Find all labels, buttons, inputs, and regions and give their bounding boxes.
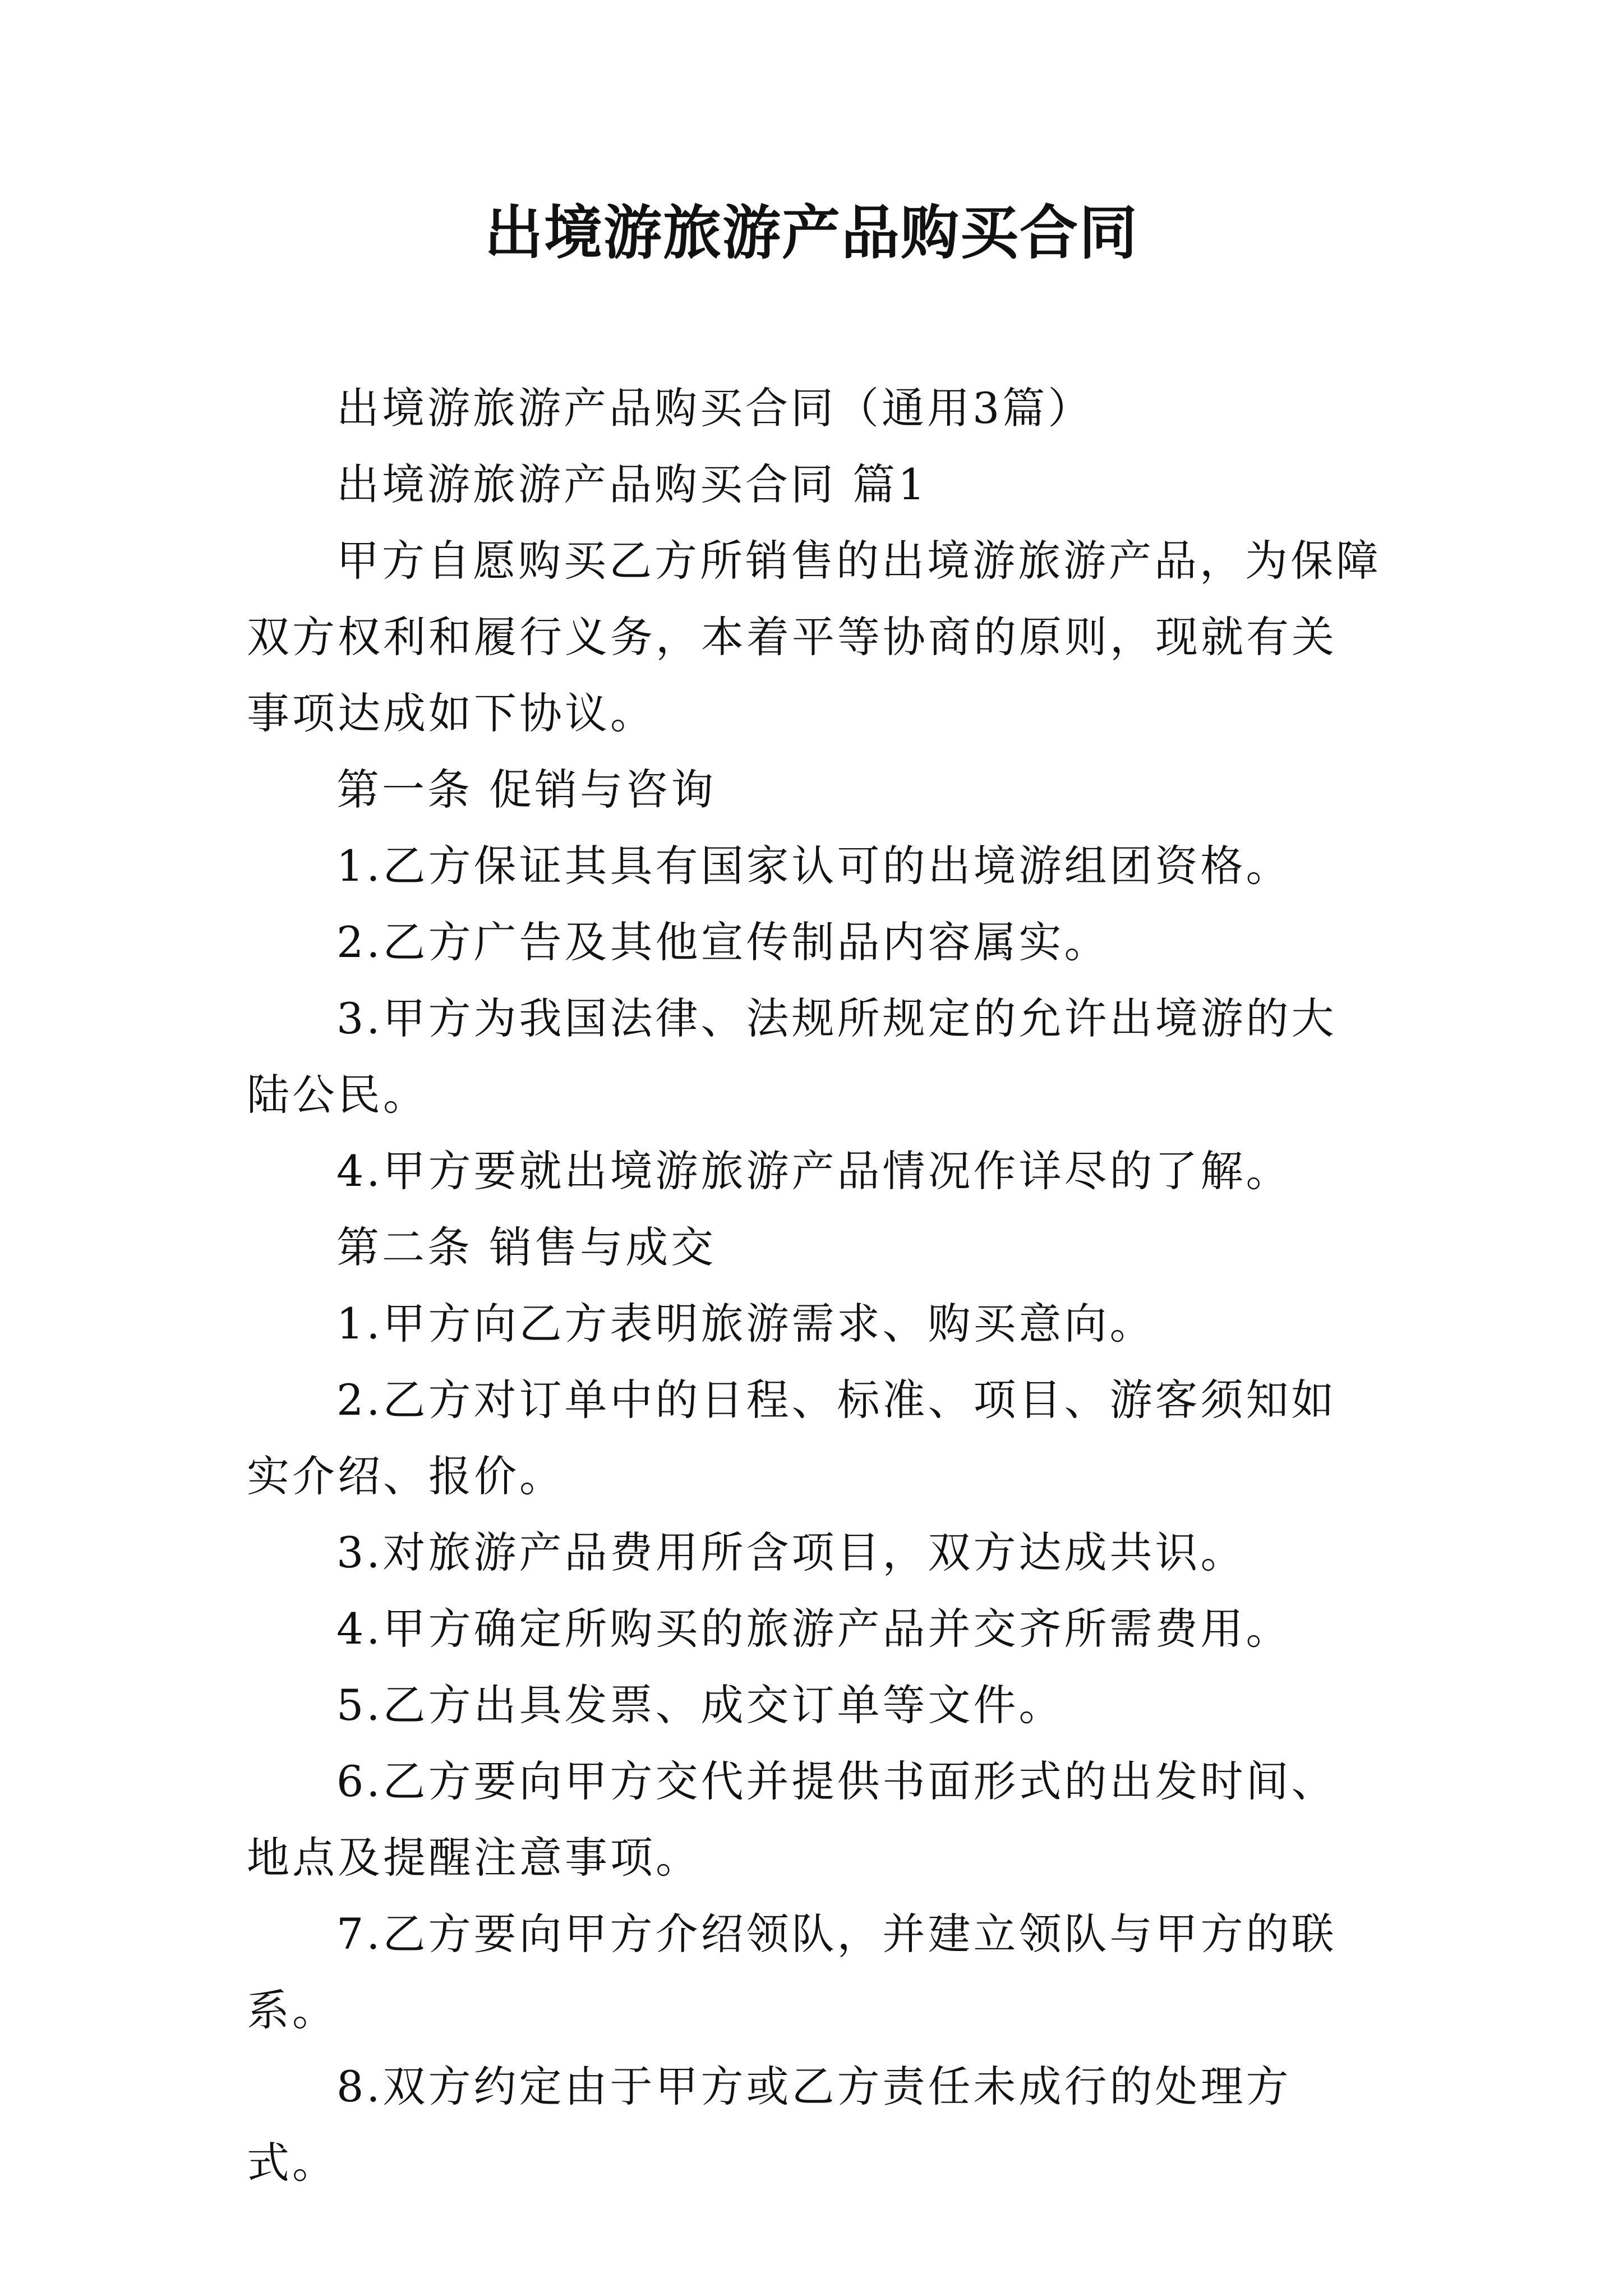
document-body [247,370,1382,2201]
article-2-item: 6.乙方要向甲方交代并提供书面形式的出发时间、地点及提醒注意事项。 [247,1756,1337,1883]
article-1-item: 2.乙方广告及其他宣传制品内容属实。 [336,917,1110,967]
article-2-item: 3.对旅游产品费用所含项目，双方达成共识。 [336,1527,1246,1577]
article-1-heading: 第一条 促销与咨询 [336,765,717,815]
article-1-item: 1.乙方保证其具有国家认可的出境游组团资格。 [336,841,1292,891]
article-1-item: 4.甲方要就出境游旅游产品情况作详尽的了解。 [336,1146,1292,1196]
article-2-item: 7.乙方要向甲方介绍领队，并建立领队与甲方的联系。 [247,1909,1337,2035]
article-2-item: 5.乙方出具发票、成交订单等文件。 [336,1680,1064,1730]
article-1-item: 3.甲方为我国法律、法规所规定的允许出境游的大陆公民。 [247,993,1337,1120]
article-2-item: 1.甲方向乙方表明旅游需求、购买意向。 [336,1299,1155,1349]
document-title: 出境游旅游产品购买合同 [484,198,1138,267]
article-2-item: 8.双方约定由于甲方或乙方责任未成行的处理方式。 [247,2062,1292,2188]
paragraph-part-heading: 出境游旅游产品购买合同 篇1 [336,459,928,509]
article-2-item: 4.甲方确定所购买的旅游产品并交齐所需费用。 [336,1604,1292,1654]
article-2-item: 2.乙方对订单中的日程、标准、项目、游客须知如实介绍、报价。 [247,1375,1337,1501]
paragraph-subtitle: 出境游旅游产品购买合同（通用3篇） [336,383,1094,433]
article-2-heading: 第二条 销售与成交 [336,1222,717,1272]
paragraph-preamble: 甲方自愿购买乙方所销售的出境游旅游产品，为保障双方权利和履行义务，本着平等协商的原则，现就有关事项达成如下协议。 [247,536,1381,738]
